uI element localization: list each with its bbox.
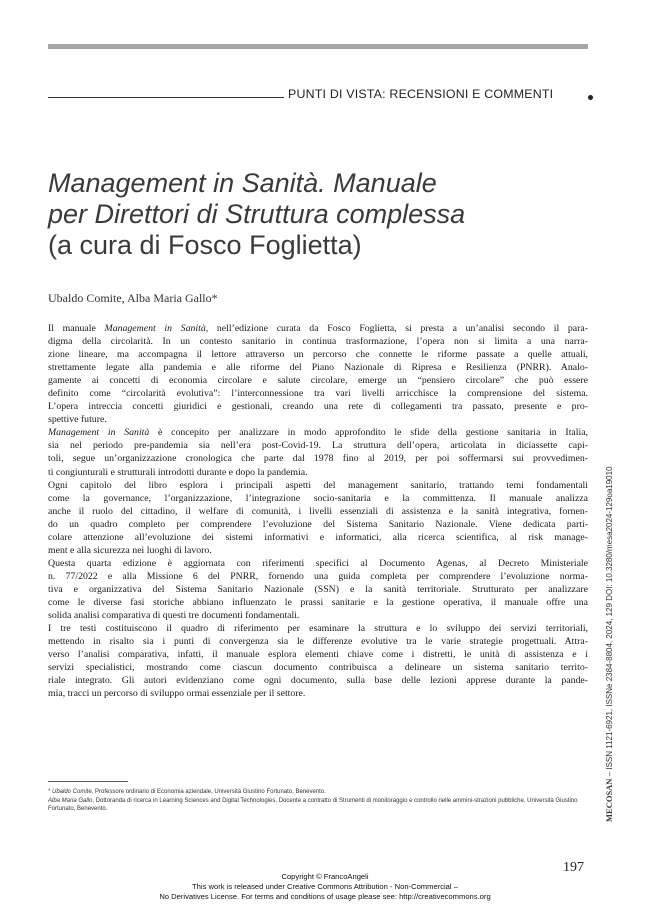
body-line: n. 77/2022 e alla Missione 6 del PNRR, fornendo una guida completa per comprendere l’evoluzione norma- xyxy=(48,570,588,582)
body-line: come la governance, l’organizzazione, l’integrazione socio-sanitaria e la committenza. Il manuale analizza xyxy=(48,492,588,504)
journal-info xyxy=(604,466,614,822)
body-line: do un quadro completo per comprendere l’evoluzione del Sistema Sanitario Nazionale. Viene dedicata parti- xyxy=(48,518,588,530)
body-line: digma della circolarità. In un contesto sanitario in continua trasformazione, l’opera non si limita a una narra- xyxy=(48,336,588,348)
license-notice xyxy=(0,872,650,902)
body-line: ment e alla sicurezza nei luoghi di lavoro. xyxy=(48,544,212,556)
book-title-italic: Management in Sanità xyxy=(48,427,150,439)
body-line: zione lineare, ma accompagna il lettore attraverso un percorso che connette le riforme passate a quelle attuali, xyxy=(48,349,588,361)
body-line: come le diverse fasi storiche abbiano influenzato le prassi sanitarie e la gestione operativa, il manuale offre una xyxy=(48,596,588,608)
body-line: definito come “circolarità evolutiva”: l’interconnessione tra vari livelli arricchisce la comprensione del sistema. xyxy=(48,388,588,400)
footnotes xyxy=(48,788,588,814)
footnote xyxy=(48,788,588,797)
body-line: colare attenzione all’evoluzione dei sistemi informativi e informatici, alla ricerca scientifica, al risk manage- xyxy=(48,531,588,543)
body-line: Questa quarta edizione è aggiornata con riferimenti specifici al Documento Agenas, al Decreto Ministeriale xyxy=(48,557,588,569)
footnote-author: Alba Maria Gallo xyxy=(48,797,93,804)
body-line: Ogni capitolo del libro esplora i principali aspetti del management sanitario, trattando temi fondamentali xyxy=(48,479,588,491)
body-text-fragment: , nell’edizione curata da Fosco Foglietta, si presta a un’analisi secondo il para- xyxy=(205,323,588,334)
footnote-text: , Dottoranda di ricerca in Learning Sciences and Digital Technologies, Docente a contratto di Strumenti di monitoraggio e controllo nelle ammini-strazioni pubbliche, Università Giustino Fortunato, Benevento. xyxy=(48,797,578,813)
body-line: tiva e organizzativa del Sistema Sanitario Nazionale (SSN) e la sanità territoriale. Strutturato per analizzare xyxy=(48,583,588,595)
journal-name: MECOSAN xyxy=(604,778,614,822)
section-rule xyxy=(48,97,284,98)
page-number: 197 xyxy=(563,860,584,875)
footnote xyxy=(48,797,588,814)
body-line: mia, tracci un percorso di sviluppo ormai essenziale per il settore. xyxy=(48,688,306,700)
body-line: mettendo in risalto sia i punti di convergenza sia le differenze evolutive tra le varie strategie progettuali. Attra- xyxy=(48,636,588,648)
body-line: solida analisi comparativa di questi tre documenti fondamentali. xyxy=(48,610,300,622)
body-line xyxy=(48,426,588,439)
body-line: ti congiunturali e strutturali introdotti durante e dopo la pandemia. xyxy=(48,466,308,478)
article-title xyxy=(48,168,588,261)
section-label: PUNTI DI VISTA: RECENSIONI E COMMENTI xyxy=(288,87,554,101)
body-text-fragment: Il manuale xyxy=(48,323,105,334)
body-text-fragment: è concepito per analizzare in modo approfondito le sfide della gestione sanitaria in Italia, xyxy=(149,427,589,439)
book-title-italic: Management in Sanità xyxy=(104,323,206,334)
body-line: riale integrato. Gli autori evidenziano come ogni documento, sulla base delle lezioni apprese durante la pande- xyxy=(48,675,588,687)
footnote-rule xyxy=(48,781,128,782)
top-rule xyxy=(48,44,588,49)
body-line: toli, segue un’organizzazione cronologica che parte dal 1978 fino al 2019, per poi soffermarsi sui provvedimen- xyxy=(48,453,588,465)
body-line: strettamente legate alla pandemia e alle riforme del Piano Nazionale di Ripresa e Resilienza (PNRR). Analo- xyxy=(48,362,588,374)
section-bullet-icon xyxy=(588,95,593,100)
journal-issn-doi: – ISSN 1121-6921, ISSNe 2384-8804, 2024, 129 DOI: 10.3280/mesa2024-129oa19010 xyxy=(605,466,614,779)
article-authors: Ubaldo Comite, Alba Maria Gallo* xyxy=(48,291,218,305)
article-body xyxy=(48,322,588,700)
title-line-1: Management in Sanità. Manuale xyxy=(48,168,437,198)
body-line: gamente ai concetti di economia circolare e salute circolare, emerge un “pensiero circolare” che può essere xyxy=(48,375,588,387)
title-line-3: (a cura di Fosco Foglietta) xyxy=(48,230,362,260)
license-line-2: No Derivatives License. For terms and conditions of usage please see: http://creativecommons.org xyxy=(159,892,491,901)
body-line xyxy=(48,322,588,335)
footnote-text: , Professore ordinario di Economia aziendale, Università Giustino Fortunato, Benevento. xyxy=(91,789,326,795)
body-line: servizi specialistici, mostrando come ciascun documento contribuisca a delineare un sistema sanitario territo- xyxy=(48,662,588,674)
body-line: anche il ruolo del cittadino, il welfare di comunità, i livelli essenziali di assistenza e la sanità integrativa, fornen- xyxy=(48,505,588,517)
body-line: I tre testi costituiscono il quadro di riferimento per esaminare la struttura e lo sviluppo dei servizi territoriali, xyxy=(48,623,588,635)
copyright-line: Copyright © FrancoAngeli xyxy=(281,872,369,881)
license-line-1: This work is released under Creative Commons Attribution - Non-Commercial – xyxy=(192,882,458,891)
body-line: verso l’analisi comparativa, infatti, il manuale esplora elementi chiave come i distretti, le unità di assistenza e i xyxy=(48,649,588,661)
footnote-author: * Ubaldo Comite xyxy=(48,789,92,795)
body-line: L’opera intreccia concetti giuridici e gestionali, creando una rete di collegamenti tra passato, presente e pro- xyxy=(48,401,588,413)
title-line-2: per Direttori di Struttura complessa xyxy=(48,199,466,229)
body-line: sia nel periodo pre-pandemia sia nell’era post-Covid-19. La struttura dell’opera, articolata in diciassette capi- xyxy=(48,440,588,452)
body-line: spettive future. xyxy=(48,414,107,426)
